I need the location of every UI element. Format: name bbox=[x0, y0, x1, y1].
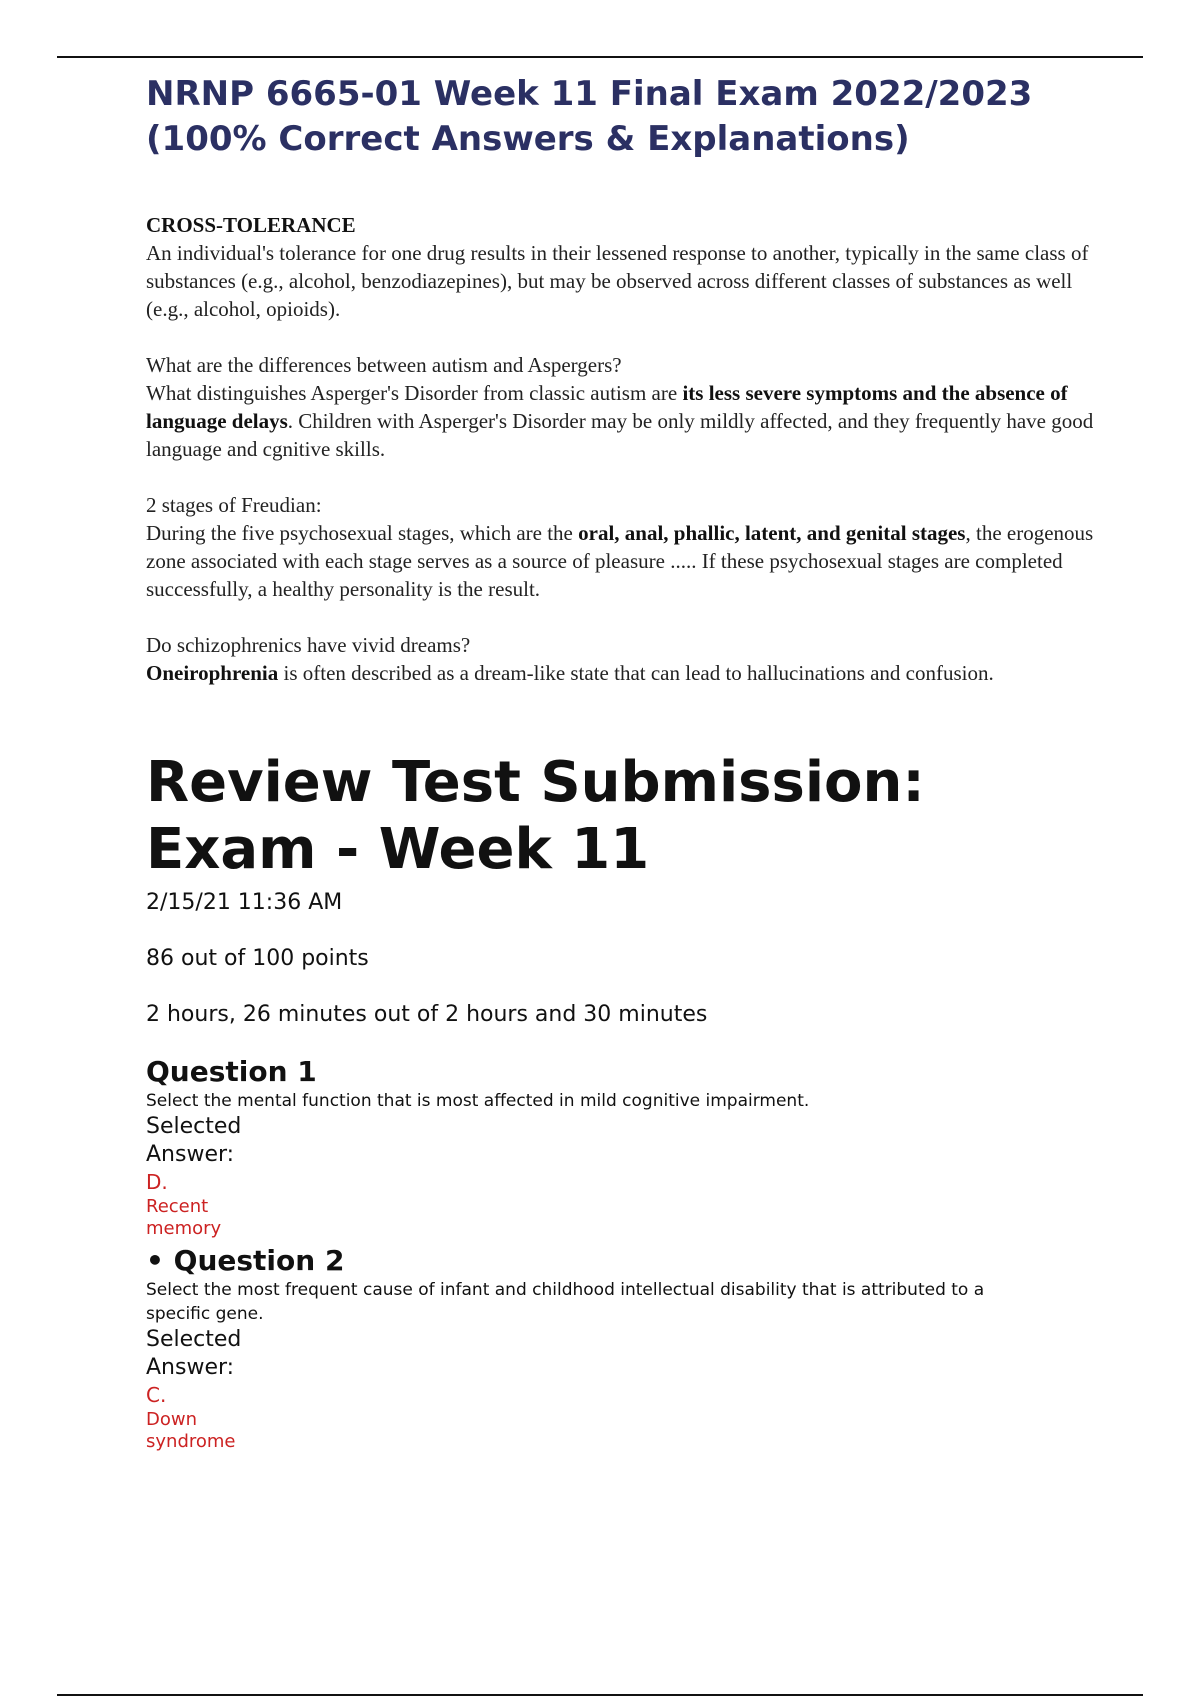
question-item bbox=[146, 1244, 1106, 1453]
time-taken: 2 hours, 26 minutes out of 2 hours and 30 minutes bbox=[146, 1002, 708, 1027]
answer-letter: D. bbox=[146, 1170, 168, 1194]
answer-text: Recent memory bbox=[146, 1196, 222, 1239]
qa-question: 2 stages of Freudian: bbox=[146, 493, 322, 517]
question-item bbox=[146, 1055, 1106, 1240]
qa-question: What are the differences between autism and Aspergers? bbox=[146, 353, 622, 377]
question-list bbox=[146, 1055, 1106, 1453]
qa-answer: During the five psychosexual stages, which are the oral, anal, phallic, latent, and genital stages, the erogenous zone associated with each stage serves as a source of pleasure ..... If these psychosexual stages are completed successfully, a healthy personality is the result. bbox=[146, 521, 1094, 601]
review-title: Review Test Submission: Exam - Week 11 bbox=[146, 750, 925, 882]
qa-question: Do schizophrenics have vivid dreams? bbox=[146, 633, 471, 657]
question-heading: • Question 2 bbox=[146, 1244, 345, 1277]
selected-answer-label: Selected Answer: bbox=[146, 1327, 242, 1380]
submission-date: 2/15/21 11:36 AM bbox=[146, 890, 343, 915]
score: 86 out of 100 points bbox=[146, 946, 369, 971]
question-text: Select the mental function that is most affected in mild cognitive impairment. bbox=[146, 1091, 810, 1111]
answer-text: Down syndrome bbox=[146, 1409, 236, 1452]
qa-item bbox=[146, 211, 1106, 323]
qa-item bbox=[146, 491, 1106, 603]
qa-section bbox=[146, 211, 1106, 687]
qa-answer: What distinguishes Asperger's Disorder from classic autism are its less severe symptoms and the absence of language delays. Children with Asperger's Disorder may be only mildly affected, and they frequently have good language and cgnitive skills. bbox=[146, 381, 1094, 461]
bottom-rule bbox=[57, 1694, 1143, 1696]
qa-item bbox=[146, 631, 1106, 687]
question-heading: Question 1 bbox=[146, 1055, 317, 1088]
review-meta bbox=[146, 889, 1106, 1029]
qa-answer: An individual's tolerance for one drug results in their lessened response to another, typically in the same class of substances (e.g., alcohol, benzodiazepines), but may be observed across different classes of substances as well (e.g., alcohol, opioids). bbox=[146, 241, 1089, 321]
selected-answer-label: Selected Answer: bbox=[146, 1114, 242, 1167]
qa-question: CROSS-TOLERANCE bbox=[146, 213, 356, 237]
question-text: Select the most frequent cause of infant and childhood intellectual disability that is attributed to a specific gene. bbox=[146, 1280, 985, 1324]
top-rule bbox=[57, 56, 1143, 58]
answer-letter: C. bbox=[146, 1383, 167, 1407]
qa-answer: Oneirophrenia is often described as a dream-like state that can lead to hallucinations and confusion. bbox=[146, 661, 994, 685]
document-title: NRNP 6665-01 Week 11 Final Exam 2022/2023 (100% Correct Answers & Explanations) bbox=[146, 74, 1033, 159]
document-body bbox=[146, 72, 1106, 1453]
qa-item bbox=[146, 351, 1106, 463]
